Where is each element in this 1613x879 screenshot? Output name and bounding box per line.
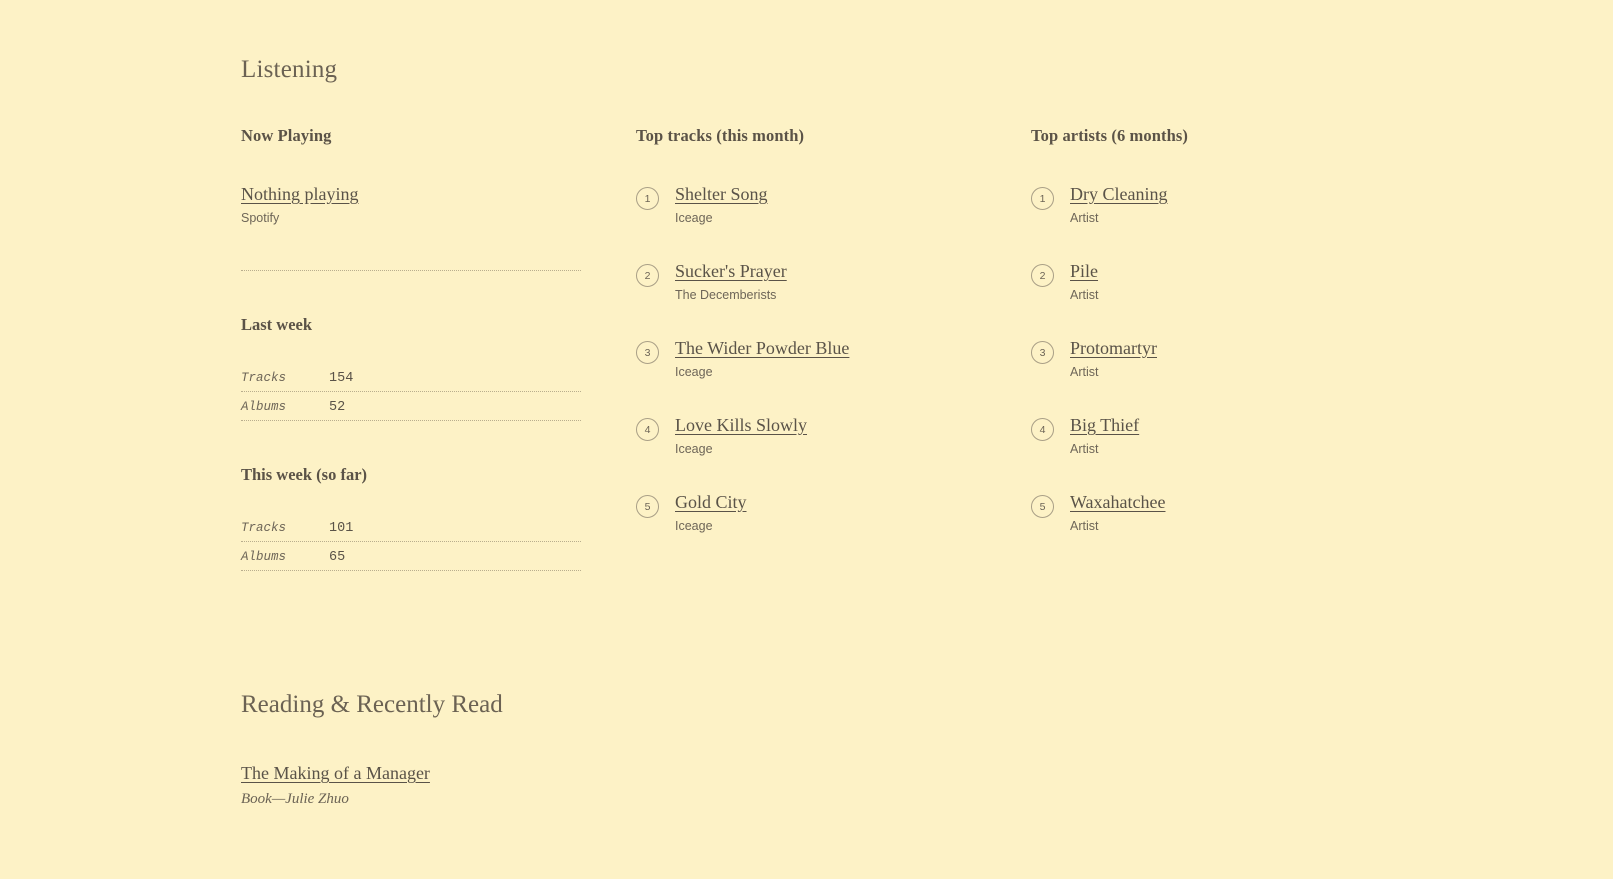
- list-item: [636, 492, 976, 533]
- rank-badge: 2: [1031, 264, 1054, 287]
- list-item: [1031, 492, 1371, 533]
- top-artists-list: [1031, 184, 1371, 533]
- track-title[interactable]: Gold City: [675, 492, 747, 512]
- this-week-heading: This week (so far): [241, 465, 368, 484]
- top-tracks-column: [636, 126, 976, 569]
- reading-title: Reading & Recently Read: [241, 691, 503, 718]
- reading-section: [0, 691, 1613, 808]
- top-tracks-heading: Top tracks (this month): [636, 126, 805, 145]
- list-item: [1031, 261, 1371, 302]
- list-item: [636, 261, 976, 302]
- track-title[interactable]: The Wider Powder Blue: [675, 338, 850, 358]
- stat-value: 65: [329, 550, 346, 565]
- stat-label: Tracks: [241, 521, 287, 535]
- book-entry: [241, 763, 1613, 808]
- track-title[interactable]: Sucker's Prayer: [675, 261, 787, 281]
- rank-badge: 4: [1031, 418, 1054, 441]
- top-artists-heading: Top artists (6 months): [1031, 126, 1188, 145]
- now-playing-heading: Now Playing: [241, 126, 332, 145]
- track-artist: The Decemberists: [675, 288, 777, 302]
- stat-label: Tracks: [241, 371, 287, 385]
- page-title: Listening: [241, 56, 338, 83]
- rank-badge: 4: [636, 418, 659, 441]
- now-playing-title[interactable]: Nothing playing: [241, 184, 359, 204]
- list-item: [636, 415, 976, 456]
- artist-name[interactable]: Protomartyr: [1070, 338, 1157, 358]
- stat-row: [241, 521, 581, 542]
- artist-type: Artist: [1070, 519, 1099, 533]
- rank-badge: 3: [1031, 341, 1054, 364]
- artist-name[interactable]: Big Thief: [1070, 415, 1140, 435]
- book-title[interactable]: The Making of a Manager: [241, 763, 430, 783]
- track-title[interactable]: Shelter Song: [675, 184, 768, 204]
- now-playing-column: [241, 126, 581, 579]
- stat-value: 52: [329, 400, 346, 415]
- rank-badge: 1: [636, 187, 659, 210]
- track-title[interactable]: Love Kills Slowly: [675, 415, 808, 435]
- track-artist: Iceage: [675, 519, 713, 533]
- artist-type: Artist: [1070, 288, 1099, 302]
- artist-name[interactable]: Pile: [1070, 261, 1099, 281]
- artist-name[interactable]: Dry Cleaning: [1070, 184, 1168, 204]
- rank-badge: 1: [1031, 187, 1054, 210]
- list-item: [1031, 184, 1371, 225]
- stat-label: Albums: [241, 400, 287, 414]
- track-artist: Iceage: [675, 211, 713, 225]
- stat-row: [241, 371, 581, 392]
- stat-value: 154: [329, 371, 354, 386]
- book-subtitle: Book—Julie Zhuo: [241, 791, 349, 807]
- list-item: [1031, 415, 1371, 456]
- now-playing-source: Spotify: [241, 211, 280, 225]
- stat-row: [241, 400, 581, 421]
- list-item: [1031, 338, 1371, 379]
- artist-name[interactable]: Waxahatchee: [1070, 492, 1166, 512]
- rank-badge: 2: [636, 264, 659, 287]
- artist-type: Artist: [1070, 211, 1099, 225]
- top-artists-column: [1031, 126, 1371, 569]
- now-playing-entry: [241, 184, 581, 225]
- rank-badge: 3: [636, 341, 659, 364]
- stat-label: Albums: [241, 550, 287, 564]
- stat-row: [241, 550, 581, 571]
- list-item: [636, 184, 976, 225]
- artist-type: Artist: [1070, 442, 1099, 456]
- rank-badge: 5: [1031, 495, 1054, 518]
- divider: [241, 270, 581, 271]
- track-artist: Iceage: [675, 365, 713, 379]
- list-item: [636, 338, 976, 379]
- rank-badge: 5: [636, 495, 659, 518]
- listening-columns: [0, 126, 1613, 579]
- last-week-heading: Last week: [241, 315, 313, 334]
- artist-type: Artist: [1070, 365, 1099, 379]
- track-artist: Iceage: [675, 442, 713, 456]
- top-tracks-list: [636, 184, 976, 533]
- stat-value: 101: [329, 521, 354, 536]
